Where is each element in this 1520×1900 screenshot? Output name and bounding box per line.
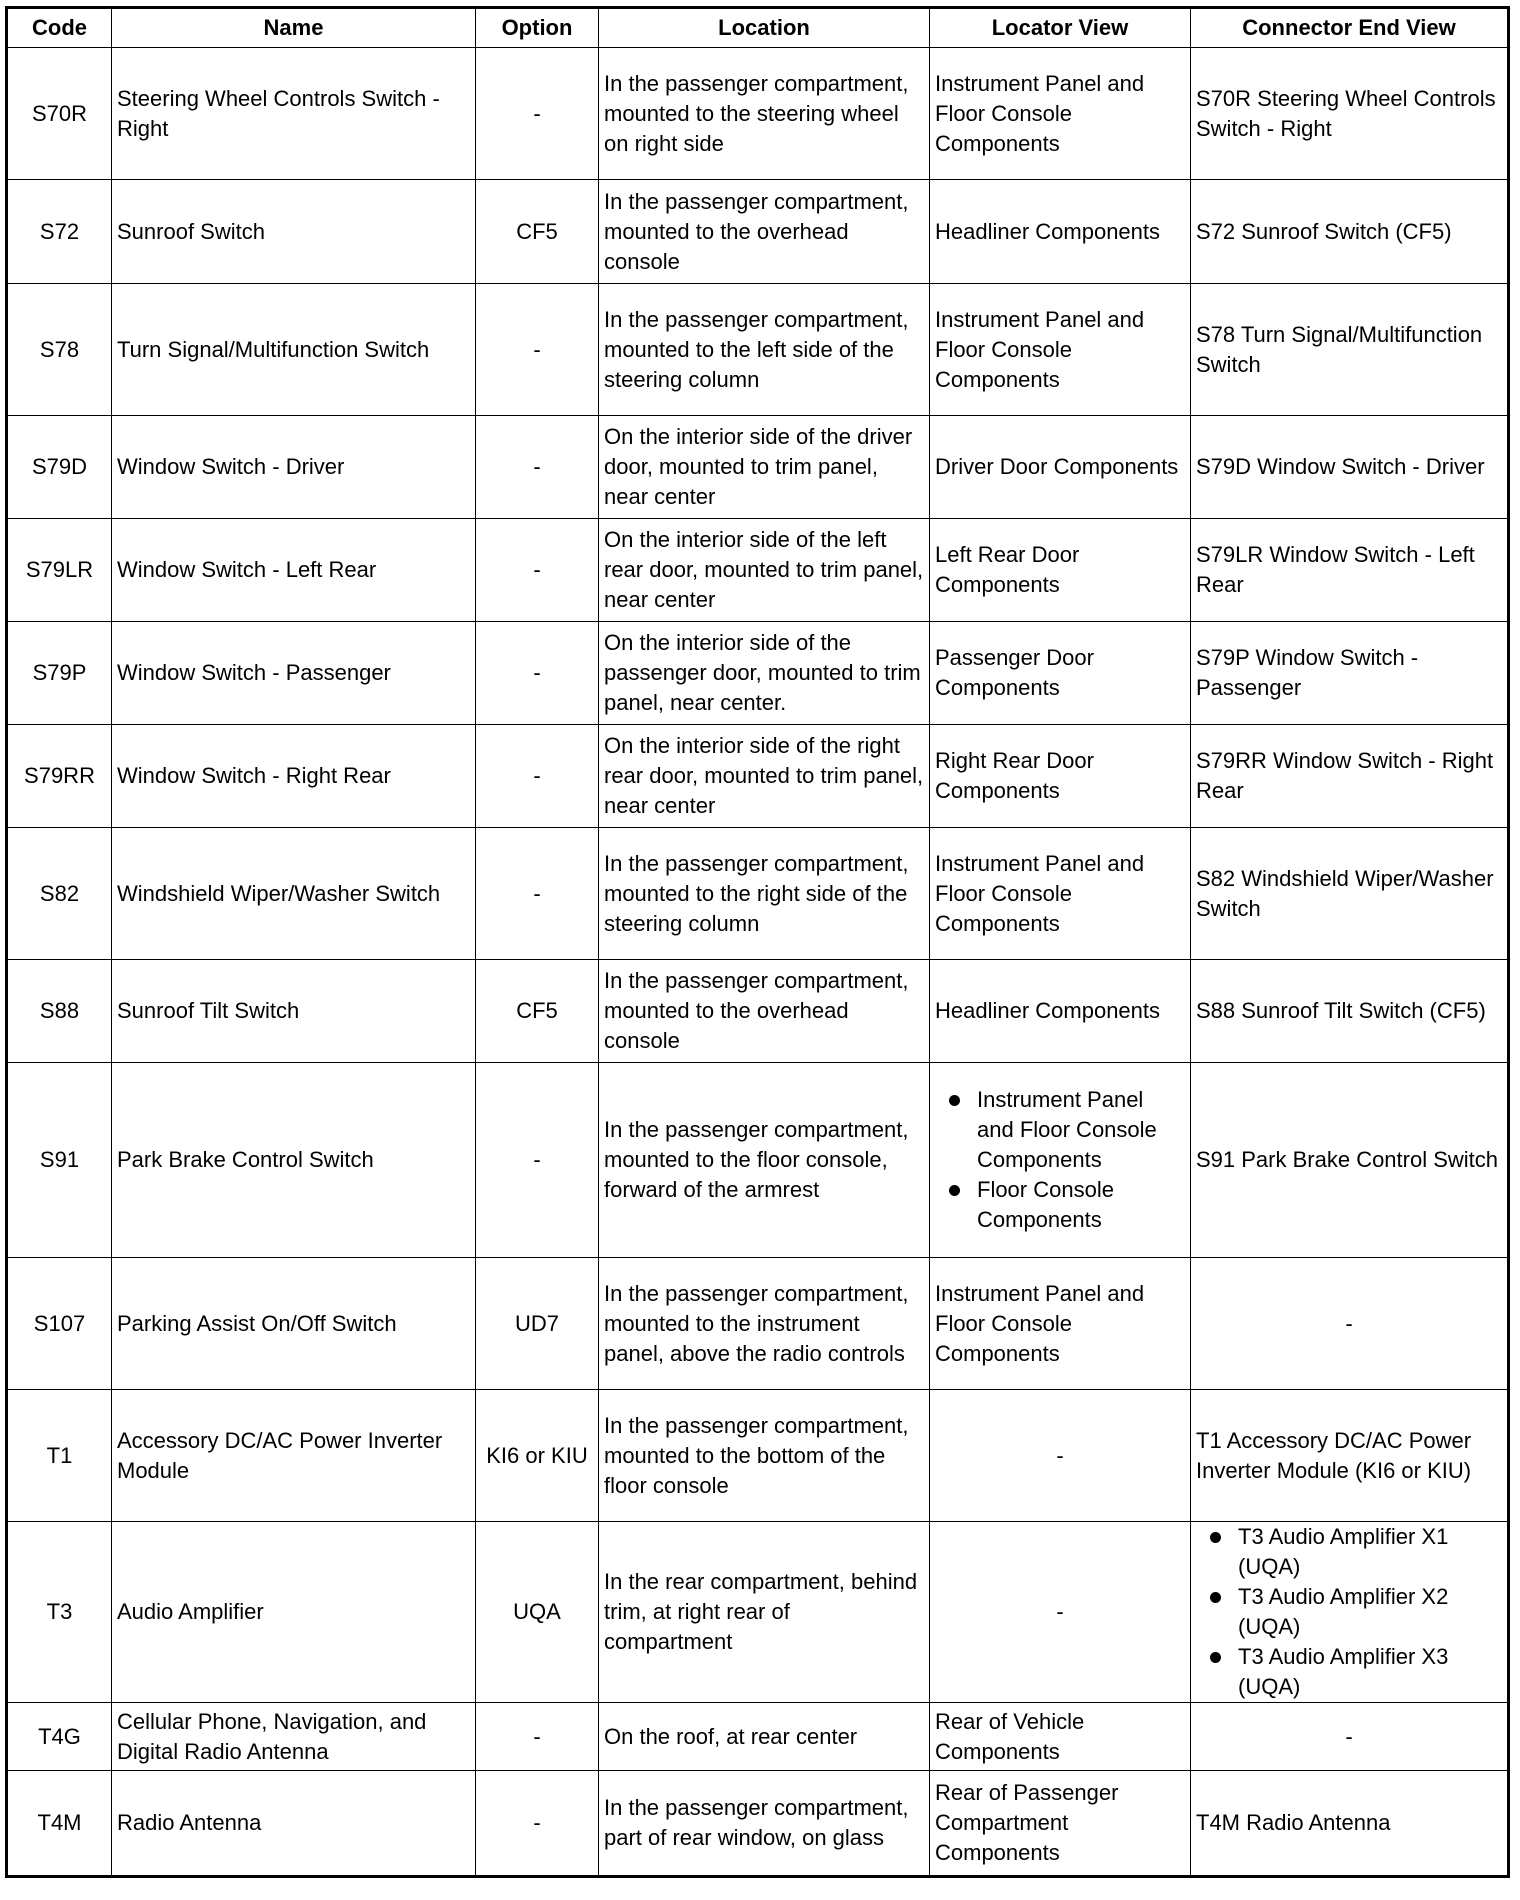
cell-name: Sunroof Tilt Switch [112, 960, 476, 1063]
cell-connector: S79RR Window Switch - Right Rear [1191, 725, 1509, 828]
cell-connector: T4M Radio Antenna [1191, 1771, 1509, 1877]
cell-name: Window Switch - Right Rear [112, 725, 476, 828]
cell-location: In the passenger compartment, mounted to the overhead console [599, 960, 930, 1063]
table-row [7, 416, 1509, 519]
cell-locator: Headliner Components [930, 960, 1191, 1063]
cell-code: S82 [7, 828, 112, 960]
bullet-item: T3 Audio Amplifier X1 (UQA) [1238, 1522, 1502, 1582]
header-code: Code [7, 8, 112, 48]
header-row [7, 8, 1509, 48]
cell-name: Sunroof Switch [112, 180, 476, 284]
table-row [7, 1522, 1509, 1703]
cell-locator: - [930, 1390, 1191, 1522]
cell-option: UQA [476, 1522, 599, 1703]
cell-option: - [476, 1063, 599, 1258]
cell-code: S91 [7, 1063, 112, 1258]
cell-name: Window Switch - Driver [112, 416, 476, 519]
cell-location: In the passenger compartment, mounted to the right side of the steering column [599, 828, 930, 960]
cell-connector: T1 Accessory DC/AC Power Inverter Module (KI6 or KIU) [1191, 1390, 1509, 1522]
cell-option: - [476, 284, 599, 416]
cell-connector: S88 Sunroof Tilt Switch (CF5) [1191, 960, 1509, 1063]
table-row [7, 1771, 1509, 1877]
cell-name: Cellular Phone, Navigation, and Digital Radio Antenna [112, 1703, 476, 1771]
cell-code: S79P [7, 622, 112, 725]
cell-location: In the passenger compartment, mounted to the left side of the steering column [599, 284, 930, 416]
cell-locator: Left Rear Door Components [930, 519, 1191, 622]
table-row [7, 725, 1509, 828]
cell-location: In the passenger compartment, mounted to the bottom of the floor console [599, 1390, 930, 1522]
cell-locator: Rear of Passenger Compartment Components [930, 1771, 1191, 1877]
cell-name: Windshield Wiper/Washer Switch [112, 828, 476, 960]
cell-code: S72 [7, 180, 112, 284]
cell-code: S70R [7, 48, 112, 180]
cell-connector: S82 Windshield Wiper/Washer Switch [1191, 828, 1509, 960]
bullet-item: T3 Audio Amplifier X3 (UQA) [1238, 1642, 1502, 1702]
table-row [7, 1703, 1509, 1771]
bullet-list [1196, 1522, 1502, 1702]
cell-name: Turn Signal/Multifunction Switch [112, 284, 476, 416]
cell-location: In the passenger compartment, mounted to the floor console, forward of the armrest [599, 1063, 930, 1258]
cell-locator: Passenger Door Components [930, 622, 1191, 725]
table-row [7, 519, 1509, 622]
table-row [7, 1390, 1509, 1522]
cell-location: In the passenger compartment, mounted to the overhead console [599, 180, 930, 284]
cell-connector: S91 Park Brake Control Switch [1191, 1063, 1509, 1258]
cell-connector: - [1191, 1703, 1509, 1771]
cell-option: - [476, 48, 599, 180]
cell-location: On the interior side of the right rear door, mounted to trim panel, near center [599, 725, 930, 828]
cell-option: - [476, 622, 599, 725]
cell-location: On the interior side of the left rear door, mounted to trim panel, near center [599, 519, 930, 622]
cell-code: T4G [7, 1703, 112, 1771]
cell-locator: Right Rear Door Components [930, 725, 1191, 828]
cell-connector: S70R Steering Wheel Controls Switch - Right [1191, 48, 1509, 180]
cell-code: S88 [7, 960, 112, 1063]
table-row [7, 48, 1509, 180]
bullet-item: Instrument Panel and Floor Console Components [977, 1085, 1185, 1175]
cell-name: Park Brake Control Switch [112, 1063, 476, 1258]
cell-name: Window Switch - Left Rear [112, 519, 476, 622]
cell-option: UD7 [476, 1258, 599, 1390]
cell-connector: S72 Sunroof Switch (CF5) [1191, 180, 1509, 284]
header-locator-view: Locator View [930, 8, 1191, 48]
cell-code: S107 [7, 1258, 112, 1390]
cell-locator: - [930, 1522, 1191, 1703]
cell-locator: Instrument Panel and Floor Console Components [930, 828, 1191, 960]
cell-connector: S79D Window Switch - Driver [1191, 416, 1509, 519]
cell-option: - [476, 519, 599, 622]
cell-connector: S79P Window Switch - Passenger [1191, 622, 1509, 725]
component-locator-table [5, 6, 1510, 1878]
header-option: Option [476, 8, 599, 48]
cell-option: KI6 or KIU [476, 1390, 599, 1522]
cell-option: CF5 [476, 960, 599, 1063]
table-row [7, 828, 1509, 960]
cell-locator: Driver Door Components [930, 416, 1191, 519]
cell-connector: S79LR Window Switch - Left Rear [1191, 519, 1509, 622]
cell-option: - [476, 416, 599, 519]
bullet-item: Floor Console Components [977, 1175, 1185, 1235]
cell-code: S79RR [7, 725, 112, 828]
cell-code: T4M [7, 1771, 112, 1877]
cell-name: Parking Assist On/Off Switch [112, 1258, 476, 1390]
table-row [7, 284, 1509, 416]
cell-location: In the passenger compartment, mounted to the steering wheel on right side [599, 48, 930, 180]
cell-locator: Instrument Panel and Floor Console Components [930, 284, 1191, 416]
cell-name: Audio Amplifier [112, 1522, 476, 1703]
cell-location: On the roof, at rear center [599, 1703, 930, 1771]
cell-location: In the passenger compartment, mounted to the instrument panel, above the radio controls [599, 1258, 930, 1390]
header-connector-end-view: Connector End View [1191, 8, 1509, 48]
cell-location: On the interior side of the passenger door, mounted to trim panel, near center. [599, 622, 930, 725]
cell-locator: Instrument Panel and Floor Console Components [930, 1258, 1191, 1390]
cell-connector: - [1191, 1258, 1509, 1390]
cell-option: - [476, 1771, 599, 1877]
cell-name: Steering Wheel Controls Switch - Right [112, 48, 476, 180]
table-row [7, 622, 1509, 725]
cell-code: S79D [7, 416, 112, 519]
cell-option: - [476, 1703, 599, 1771]
table-row [7, 1063, 1509, 1258]
cell-name: Radio Antenna [112, 1771, 476, 1877]
cell-connector: S78 Turn Signal/Multifunction Switch [1191, 284, 1509, 416]
cell-name: Accessory DC/AC Power Inverter Module [112, 1390, 476, 1522]
cell-name: Window Switch - Passenger [112, 622, 476, 725]
cell-code: T3 [7, 1522, 112, 1703]
table-row [7, 180, 1509, 284]
cell-locator: Rear of Vehicle Components [930, 1703, 1191, 1771]
cell-location: In the rear compartment, behind trim, at right rear of compartment [599, 1522, 930, 1703]
cell-code: S78 [7, 284, 112, 416]
header-location: Location [599, 8, 930, 48]
cell-location: On the interior side of the driver door, mounted to trim panel, near center [599, 416, 930, 519]
bullet-item: T3 Audio Amplifier X2 (UQA) [1238, 1582, 1502, 1642]
bullet-list [935, 1085, 1185, 1235]
cell-code: S79LR [7, 519, 112, 622]
cell-locator [930, 1063, 1191, 1258]
cell-locator: Instrument Panel and Floor Console Components [930, 48, 1191, 180]
cell-option: - [476, 828, 599, 960]
table-row [7, 960, 1509, 1063]
cell-locator: Headliner Components [930, 180, 1191, 284]
cell-connector [1191, 1522, 1509, 1703]
header-name: Name [112, 8, 476, 48]
cell-code: T1 [7, 1390, 112, 1522]
cell-option: CF5 [476, 180, 599, 284]
cell-location: In the passenger compartment, part of rear window, on glass [599, 1771, 930, 1877]
cell-option: - [476, 725, 599, 828]
table-row [7, 1258, 1509, 1390]
